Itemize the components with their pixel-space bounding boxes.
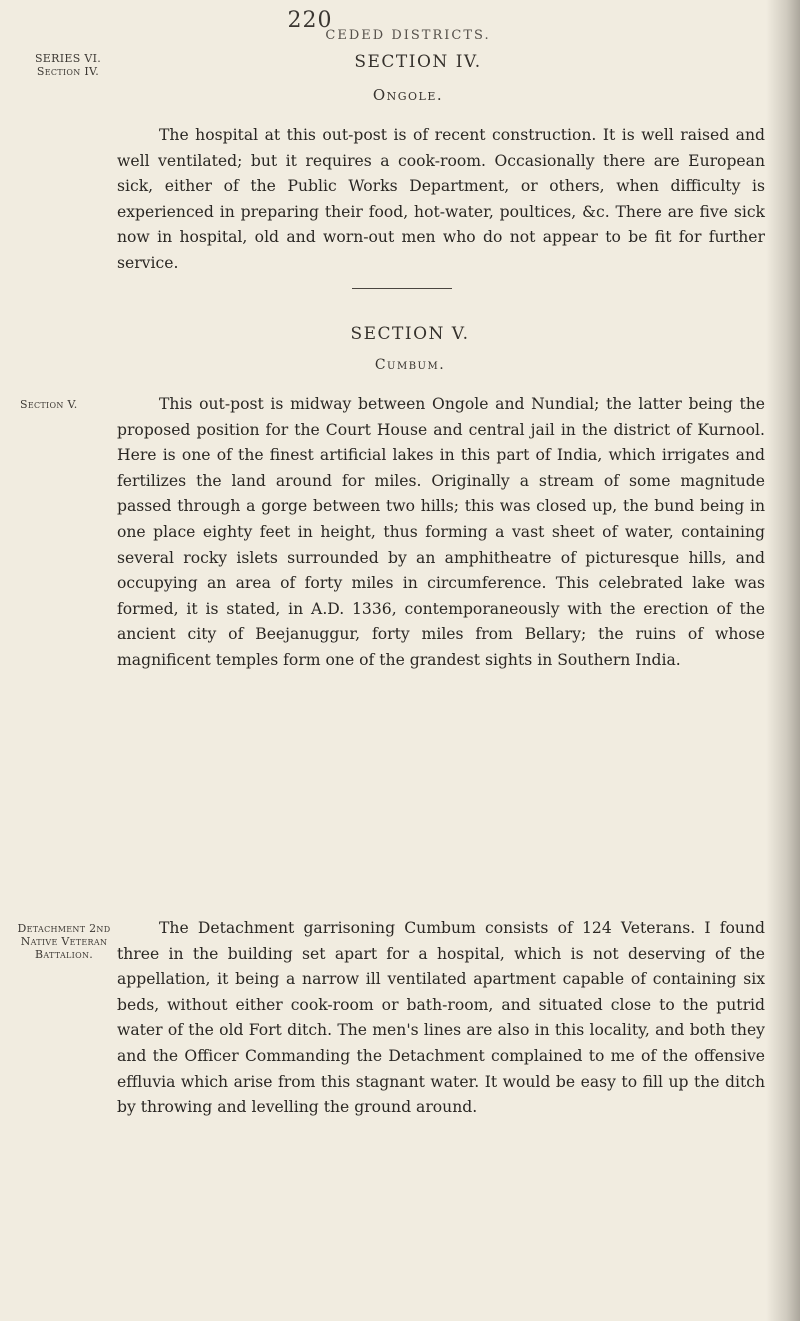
section-v-paragraph-2: The Detachment garrisoning Cumbum consists of 124 Veterans. I found three in the building set apart for a hospital, which is not deserving of the appellation, it being a narrow ill ventilated apartment capable of containing six beds, without either cook-room or bath-room, and situated close to the putrid water of the old Fort ditch. The men's lines are also in this locality, and both they and the Officer Commanding the Detachment complained to me of the offensive effluvia which arise from this stagnant water. It would be easy to fill up the ditch by throwing and levelling the ground around.	[117, 919, 765, 1117]
margin-note-section-v: Section V.	[20, 398, 78, 411]
section-iv-paragraph: The hospital at this out-post is of recent construction. It is well raised and well ventilated; but it requires a cook-room. Occasionally there are European sick, either of the Public Works Department, or others, when difficulty is experienced in preparing their food, hot-water, poultices, &c. There are five sick now in hospital, old and worn-out men who do not appear to be fit for further service.	[117, 126, 765, 272]
margin-note-detachment	[14, 922, 114, 961]
section-iv-title: SECTION IV.	[354, 52, 482, 72]
margin-series-label: SERIES VI.	[34, 52, 102, 65]
margin-detachment-line3: Battalion.	[34, 948, 94, 961]
margin-section-iv-label: Section IV.	[36, 65, 100, 78]
margin-detachment-line2: Native Veteran	[20, 935, 108, 948]
page-number: 220	[287, 8, 333, 33]
section-v-paragraph-1: This out-post is midway between Ongole and Nundial; the latter being the proposed position for the Court House and central jail in the district of Kurnool. Here is one of the finest artificial lakes in this part of India, which irrigates and fertilizes the land around for miles. Originally a stream of some magnitude passed through a gorge between two hills; this was closed up, the bund being in one place eighty feet in height, thus forming a vast sheet of water, containing several rocky islets surrounded by an amphitheatre of picturesque hills, and occupying an area of forty miles in circumference. This celebrated lake was formed, it is stated, in A.D. 1336, contemporaneously with the erection of the ancient city of Beejanuggur, forty miles from Bellary; the ruins of whose magnificent temples form one of the grandest sights in Southern India.	[117, 395, 765, 669]
page-edge-shadow	[766, 0, 800, 1321]
section-v-place: Cumbum.	[374, 357, 446, 373]
section-v-title: SECTION V.	[350, 324, 470, 344]
section-iv-place: Ongole.	[372, 86, 444, 104]
running-head: CEDED DISTRICTS.	[325, 28, 491, 43]
section-divider	[352, 288, 452, 289]
margin-detachment-line1: Detachment 2nd	[17, 922, 111, 935]
